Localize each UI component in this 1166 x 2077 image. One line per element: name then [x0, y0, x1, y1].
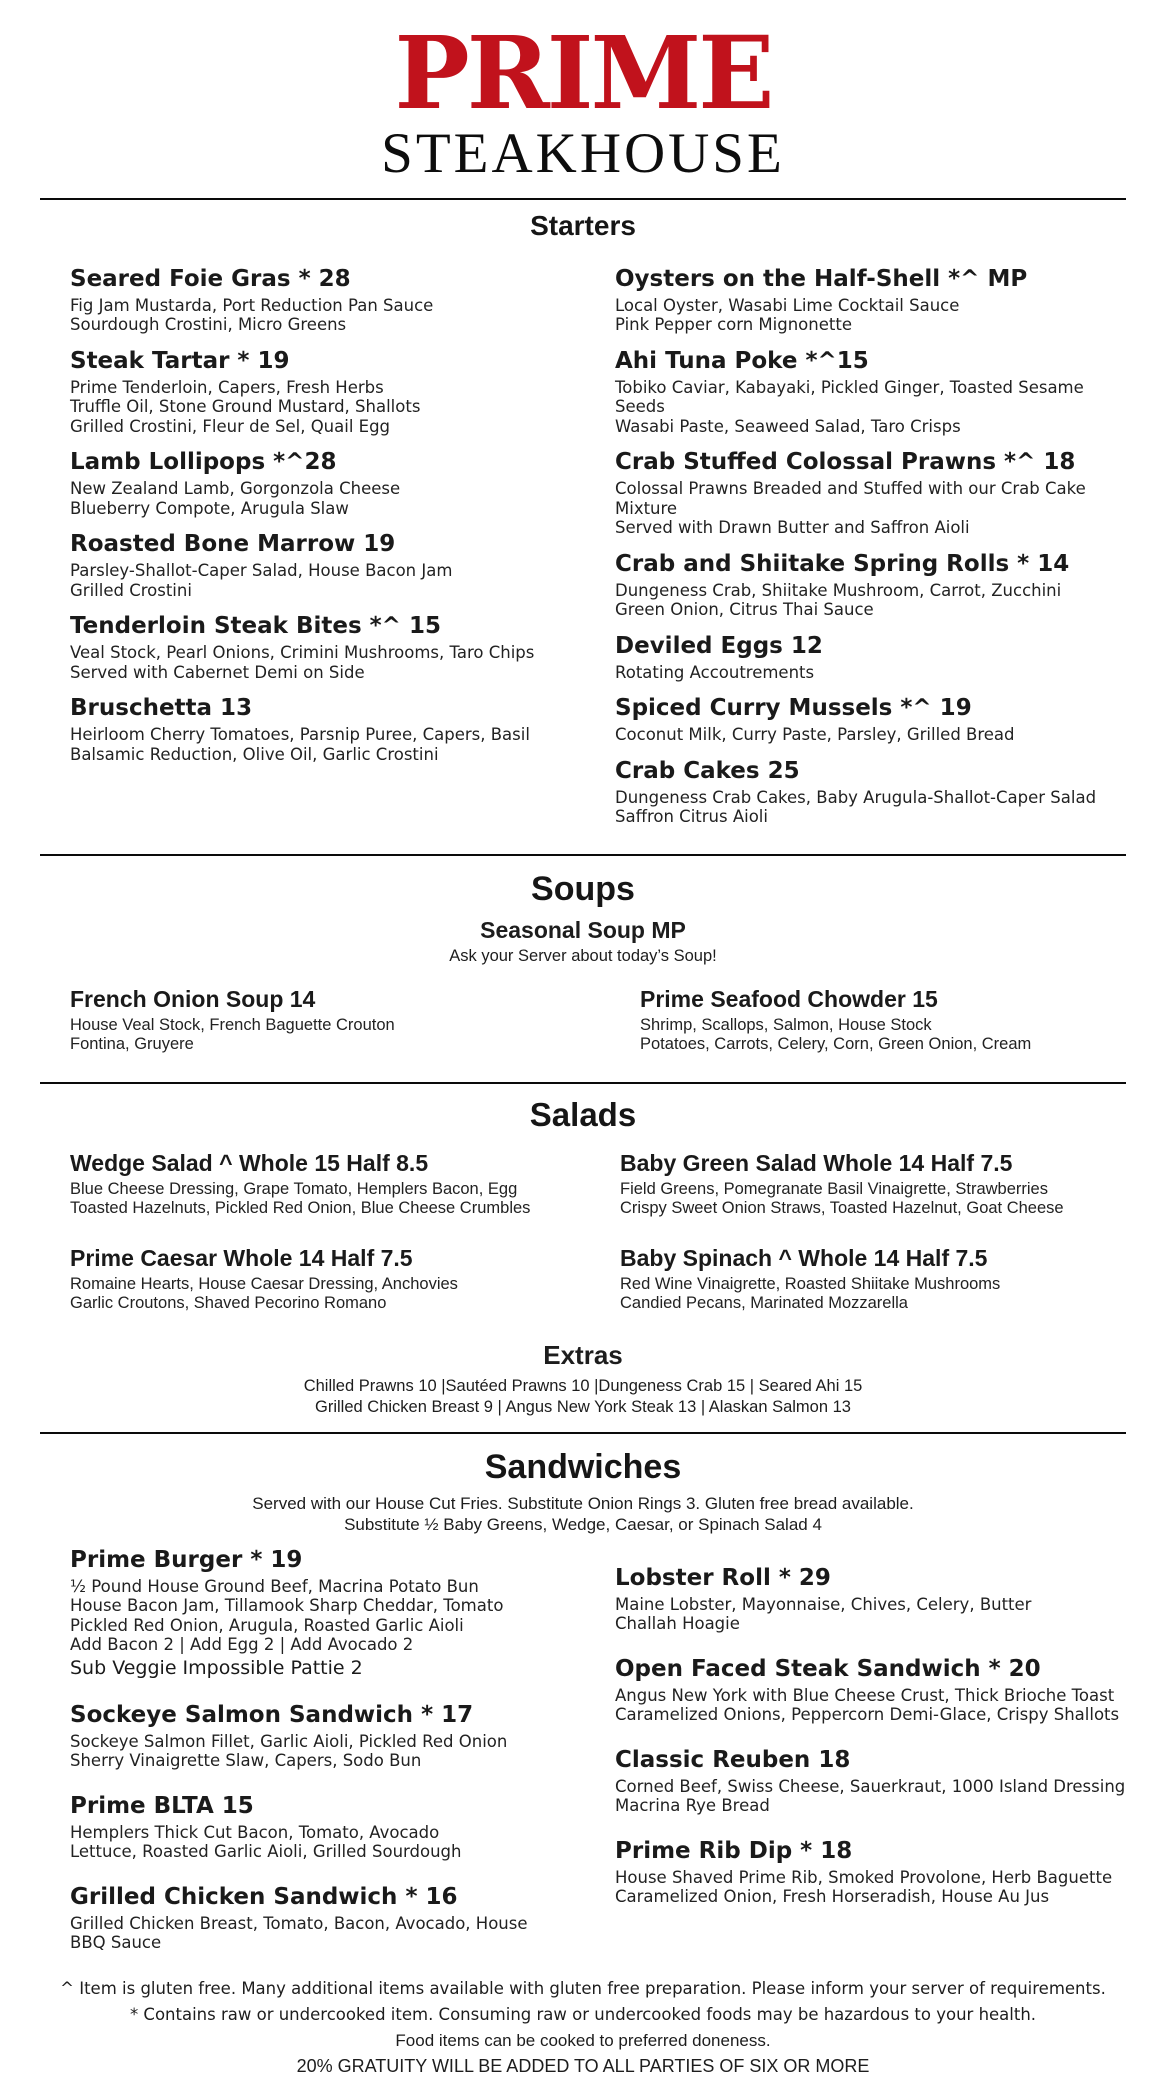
menu-item-description	[70, 1275, 560, 1314]
menu-item-name: Lamb Lollipops *^28	[70, 449, 337, 476]
menu-item	[620, 1150, 1126, 1219]
menu-item	[70, 1884, 560, 1953]
menu-item-desc-line: Balsamic Reduction, Olive Oil, Garlic Crostini	[70, 744, 439, 764]
gluten-free-note: ^ Item is gluten free. Many additional items available with gluten free preparation. Please inform your server of requirements.	[60, 1978, 1106, 1998]
menu-item-desc-line: House Bacon Jam, Tillamook Sharp Cheddar, Tomato	[70, 1596, 504, 1616]
menu-item-name: Prime Seafood Chowder 15	[640, 985, 938, 1012]
menu-item-desc-line: Served with Drawn Butter and Saffron Aioli	[615, 518, 970, 538]
menu-item-description	[70, 479, 560, 518]
menu-item	[615, 449, 1126, 538]
menu-item	[615, 1565, 1126, 1634]
menu-item-description	[620, 1275, 1126, 1314]
menu-item-name: Roasted Bone Marrow 19	[70, 531, 396, 558]
menu-item-name: Prime Caesar Whole 14 Half 7.5	[70, 1244, 413, 1271]
menu-item-description	[615, 1868, 1126, 1907]
menu-item	[70, 531, 560, 600]
menu-item-desc-line: Green Onion, Citrus Thai Sauce	[615, 600, 874, 620]
menu-item	[615, 1747, 1126, 1816]
restaurant-logo	[40, 0, 1126, 184]
menu-item-description	[70, 378, 560, 437]
menu-item-description	[615, 1595, 1126, 1634]
menu-item-name: Crab and Shiitake Spring Rolls * 14	[615, 550, 1070, 577]
menu-item-desc-line: Hemplers Thick Cut Bacon, Tomato, Avocado	[70, 1822, 440, 1842]
menu-item	[615, 1838, 1126, 1907]
menu-item-desc-line: Wasabi Paste, Seaweed Salad, Taro Crisps	[615, 416, 961, 436]
menu-item-name: Deviled Eggs 12	[615, 632, 823, 659]
menu-item-name: Seared Foie Gras * 28	[70, 265, 351, 292]
menu-item-description	[615, 378, 1126, 437]
menu-item-name: Prime Rib Dip * 18	[615, 1837, 853, 1864]
menu-item	[70, 1150, 560, 1219]
menu-item-desc-line: Candied Pecans, Marinated Mozzarella	[620, 1294, 908, 1313]
menu-item-name: Oysters on the Half-Shell *^ MP	[615, 265, 1028, 292]
menu-item-description	[620, 1180, 1126, 1219]
menu-item-description	[640, 1016, 1126, 1055]
menu-item-description	[615, 725, 1126, 745]
menu-item-desc-line: Shrimp, Scallops, Salmon, House Stock	[640, 1015, 932, 1034]
menu-item-desc-line: Potatoes, Carrots, Celery, Corn, Green Onion, Cream	[640, 1035, 1032, 1054]
menu-item-desc-line: Grilled Chicken Breast, Tomato, Bacon, Avocado, House BBQ Sauce	[70, 1913, 528, 1953]
menu-item-desc-line: Dungeness Crab, Shiitake Mushroom, Carrot, Zucchini	[615, 580, 1062, 600]
section-title-sandwiches: Sandwiches	[484, 1447, 682, 1486]
menu-item-substitution: Sub Veggie Impossible Pattie 2	[70, 1656, 363, 1679]
menu-item-desc-line: Blueberry Compote, Arugula Slaw	[70, 498, 349, 518]
menu-item-desc-line: House Shaved Prime Rib, Smoked Provolone, Herb Baguette	[615, 1867, 1113, 1887]
menu-item-name: Open Faced Steak Sandwich * 20	[615, 1655, 1041, 1682]
seasonal-soup-desc: Ask your Server about today’s Soup!	[449, 946, 717, 965]
menu-item-desc-line: House Veal Stock, French Baguette Crouton	[70, 1015, 395, 1034]
menu-item-name: Tenderloin Steak Bites *^ 15	[70, 613, 441, 640]
menu-item-name: Lobster Roll * 29	[615, 1564, 831, 1591]
menu-item-desc-line: Tobiko Caviar, Kabayaki, Pickled Ginger, Toasted Sesame Seeds	[615, 377, 1084, 417]
menu-item	[615, 551, 1126, 620]
menu-item-description	[70, 725, 560, 764]
menu-item	[640, 986, 1126, 1055]
menu-item-description	[70, 643, 560, 682]
extras-line: Chilled Prawns 10 |Sautéed Prawns 10 |Dungeness Crab 15 | Seared Ahi 15	[303, 1376, 863, 1395]
menu-item-name: Crab Stuffed Colossal Prawns *^ 18	[615, 449, 1076, 476]
sandwiches-columns	[40, 1547, 1126, 1975]
menu-item-desc-line: Lettuce, Roasted Garlic Aioli, Grilled Sourdough	[70, 1842, 462, 1862]
gratuity-note: 20% GRATUITY WILL BE ADDED TO ALL PARTIES OF SIX OR MORE	[296, 2055, 870, 2076]
menu-item-desc-line: Grilled Crostini	[70, 580, 192, 600]
menu-item	[70, 695, 560, 764]
menu-item	[70, 1793, 560, 1862]
menu-item-desc-line: Sockeye Salmon Fillet, Garlic Aioli, Pickled Red Onion	[70, 1731, 508, 1751]
menu-item-description	[70, 1732, 560, 1771]
menu-item-description	[615, 296, 1126, 335]
menu-item-desc-line: Pickled Red Onion, Arugula, Roasted Garlic Aioli	[70, 1615, 464, 1635]
menu-item	[70, 1245, 560, 1314]
menu-item	[70, 986, 560, 1055]
doneness-note: Food items can be cooked to preferred doneness.	[395, 2030, 771, 2050]
menu-item-name: Baby Spinach ^ Whole 14 Half 7.5	[620, 1244, 988, 1271]
menu-item-desc-line: Truffle Oil, Stone Ground Mustard, Shallots	[70, 397, 421, 417]
menu-item-name: Prime BLTA 15	[70, 1792, 254, 1819]
salads-left-column	[40, 1150, 560, 1340]
menu-item-desc-line: Angus New York with Blue Cheese Crust, Thick Brioche Toast	[615, 1685, 1115, 1705]
menu-item-name: Sockeye Salmon Sandwich * 17	[70, 1701, 474, 1728]
menu-item-name: Grilled Chicken Sandwich * 16	[70, 1883, 458, 1910]
menu-item-desc-line: Macrina Rye Bread	[615, 1796, 770, 1816]
menu-item-desc-line: Romaine Hearts, House Caesar Dressing, Anchovies	[70, 1274, 458, 1293]
section-title-soups: Soups	[531, 869, 635, 908]
menu-item-desc-line: Prime Tenderloin, Capers, Fresh Herbs	[70, 377, 384, 397]
footer-disclaimers	[40, 1979, 1126, 2077]
logo-title: PRIME	[394, 14, 772, 132]
menu-item-desc-line: Caramelized Onions, Peppercorn Demi-Glace, Crispy Shallots	[615, 1705, 1120, 1725]
soups-left-column	[40, 986, 560, 1068]
menu-item-description	[70, 1180, 560, 1219]
menu-item-desc-line: Pink Pepper corn Mignonette	[615, 315, 852, 335]
menu-item-name: Crab Cakes 25	[615, 757, 800, 784]
menu-item-desc-line: Coconut Milk, Curry Paste, Parsley, Grilled Bread	[615, 725, 1015, 745]
menu-item-name: Bruschetta 13	[70, 695, 253, 722]
salads-right-column	[560, 1150, 1126, 1340]
menu-item-description	[615, 1686, 1126, 1725]
menu-item-desc-line: Parsley-Shallot-Caper Salad, House Bacon Jam	[70, 561, 453, 581]
menu-item-desc-line: New Zealand Lamb, Gorgonzola Cheese	[70, 479, 401, 499]
divider	[40, 1082, 1126, 1084]
menu-item-description	[70, 1016, 560, 1055]
menu-item	[70, 1547, 560, 1680]
menu-item-desc-line: Sherry Vinaigrette Slaw, Capers, Sodo Bun	[70, 1751, 422, 1771]
salads-columns	[40, 1150, 1126, 1340]
divider	[40, 1432, 1126, 1434]
divider	[40, 198, 1126, 200]
soups-columns	[40, 986, 1126, 1068]
section-title-starters: Starters	[530, 209, 636, 241]
menu-item-desc-line: Fontina, Gruyere	[70, 1035, 194, 1054]
menu-item-desc-line: Colossal Prawns Breaded and Stuffed with our Crab Cake Mixture	[615, 479, 1086, 518]
menu-item-desc-line: Grilled Crostini, Fleur de Sel, Quail Egg	[70, 416, 391, 436]
menu-item-desc-line: Rotating Accoutrements	[615, 662, 815, 682]
menu-item-desc-line: Dungeness Crab Cakes, Baby Arugula-Shallot-Caper Salad	[615, 787, 1097, 807]
menu-item-desc-line: Maine Lobster, Mayonnaise, Chives, Celery, Butter	[615, 1594, 1032, 1614]
salad-extras	[40, 1340, 1126, 1418]
menu-item-desc-line: Challah Hoagie	[615, 1614, 740, 1634]
menu-item-description	[615, 479, 1126, 538]
sandwiches-right-column	[560, 1547, 1126, 1929]
menu-item	[70, 449, 560, 518]
menu-item-description	[615, 663, 1126, 683]
sandwiches-left-column	[40, 1547, 560, 1975]
menu-item-desc-line: Garlic Croutons, Shaved Pecorino Romano	[70, 1294, 387, 1313]
menu-item-desc-line: Red Wine Vinaigrette, Roasted Shiitake Mushrooms	[620, 1274, 1001, 1293]
menu-item-description	[615, 581, 1126, 620]
menu-item-desc-line: Crispy Sweet Onion Straws, Toasted Hazelnut, Goat Cheese	[620, 1199, 1064, 1218]
menu-item-desc-line: Corned Beef, Swiss Cheese, Sauerkraut, 1000 Island Dressing	[615, 1776, 1126, 1796]
raw-undercooked-note: * Contains raw or undercooked item. Consuming raw or undercooked foods may be hazardous to your health.	[129, 2004, 1037, 2024]
menu-item	[70, 1702, 560, 1771]
menu-item-name: Baby Green Salad Whole 14 Half 7.5	[620, 1149, 1013, 1176]
menu-item-name: Spiced Curry Mussels *^ 19	[615, 695, 972, 722]
menu-item-desc-line: Toasted Hazelnuts, Pickled Red Onion, Blue Cheese Crumbles	[70, 1199, 531, 1218]
menu-item-description	[70, 1577, 560, 1655]
logo-subtitle: STEAKHOUSE	[381, 122, 785, 185]
menu-item	[615, 633, 1126, 683]
menu-item-description	[615, 788, 1126, 827]
menu-item-desc-line: Blue Cheese Dressing, Grape Tomato, Hemplers Bacon, Egg	[70, 1179, 518, 1198]
menu-item-name: French Onion Soup 14	[70, 985, 316, 1012]
menu-item-description	[70, 1823, 560, 1862]
menu-item	[70, 266, 560, 335]
menu-item	[615, 1656, 1126, 1725]
menu-item-name: Ahi Tuna Poke *^15	[615, 347, 869, 374]
menu-item-desc-line: Local Oyster, Wasabi Lime Cocktail Sauce	[615, 295, 960, 315]
menu-item-desc-line: Fig Jam Mustarda, Port Reduction Pan Sauce	[70, 295, 434, 315]
menu-item-desc-line: Served with Cabernet Demi on Side	[70, 662, 365, 682]
menu-item-desc-line: Caramelized Onion, Fresh Horseradish, House Au Jus	[615, 1887, 1050, 1907]
menu-item-name: Prime Burger * 19	[70, 1546, 303, 1573]
starters-right-column	[560, 266, 1126, 840]
menu-item-desc-line: Sourdough Crostini, Micro Greens	[70, 315, 347, 335]
menu-item	[70, 613, 560, 682]
sandwiches-note: Served with our House Cut Fries. Substitute Onion Rings 3. Gluten free bread available.	[252, 1493, 914, 1513]
sandwiches-note: Substitute ½ Baby Greens, Wedge, Caesar, or Spinach Salad 4	[344, 1514, 822, 1534]
soups-right-column	[560, 986, 1126, 1068]
menu-item-desc-line: Veal Stock, Pearl Onions, Crimini Mushrooms, Taro Chips	[70, 643, 535, 663]
menu-item-desc-line: Saffron Citrus Aioli	[615, 807, 768, 827]
menu-item	[615, 348, 1126, 437]
menu-item-desc-line: Field Greens, Pomegranate Basil Vinaigrette, Strawberries	[620, 1179, 1048, 1198]
menu-item-desc-line: Add Bacon 2 | Add Egg 2 | Add Avocado 2	[70, 1635, 414, 1655]
starters-columns	[40, 266, 1126, 840]
menu-item	[70, 348, 560, 437]
menu-item-description	[70, 296, 560, 335]
menu-item-description	[70, 561, 560, 600]
starters-left-column	[40, 266, 560, 778]
menu-item	[615, 695, 1126, 745]
menu-item	[615, 758, 1126, 827]
extras-line: Grilled Chicken Breast 9 | Angus New York Steak 13 | Alaskan Salmon 13	[315, 1397, 851, 1416]
menu-item-desc-line: Heirloom Cherry Tomatoes, Parsnip Puree, Capers, Basil	[70, 725, 530, 745]
menu-item-name: Wedge Salad ^ Whole 15 Half 8.5	[70, 1149, 429, 1176]
menu-item-desc-line: ½ Pound House Ground Beef, Macrina Potato Bun	[70, 1576, 479, 1596]
extras-title: Extras	[543, 1339, 623, 1370]
menu-item	[620, 1245, 1126, 1314]
menu-item-description	[615, 1777, 1126, 1816]
divider	[40, 854, 1126, 856]
seasonal-soup-name: Seasonal Soup MP	[480, 916, 686, 943]
menu-item-name: Classic Reuben 18	[615, 1746, 851, 1773]
menu-item	[615, 266, 1126, 335]
section-title-salads: Salads	[529, 1095, 637, 1133]
menu-item-name: Steak Tartar * 19	[70, 347, 290, 374]
